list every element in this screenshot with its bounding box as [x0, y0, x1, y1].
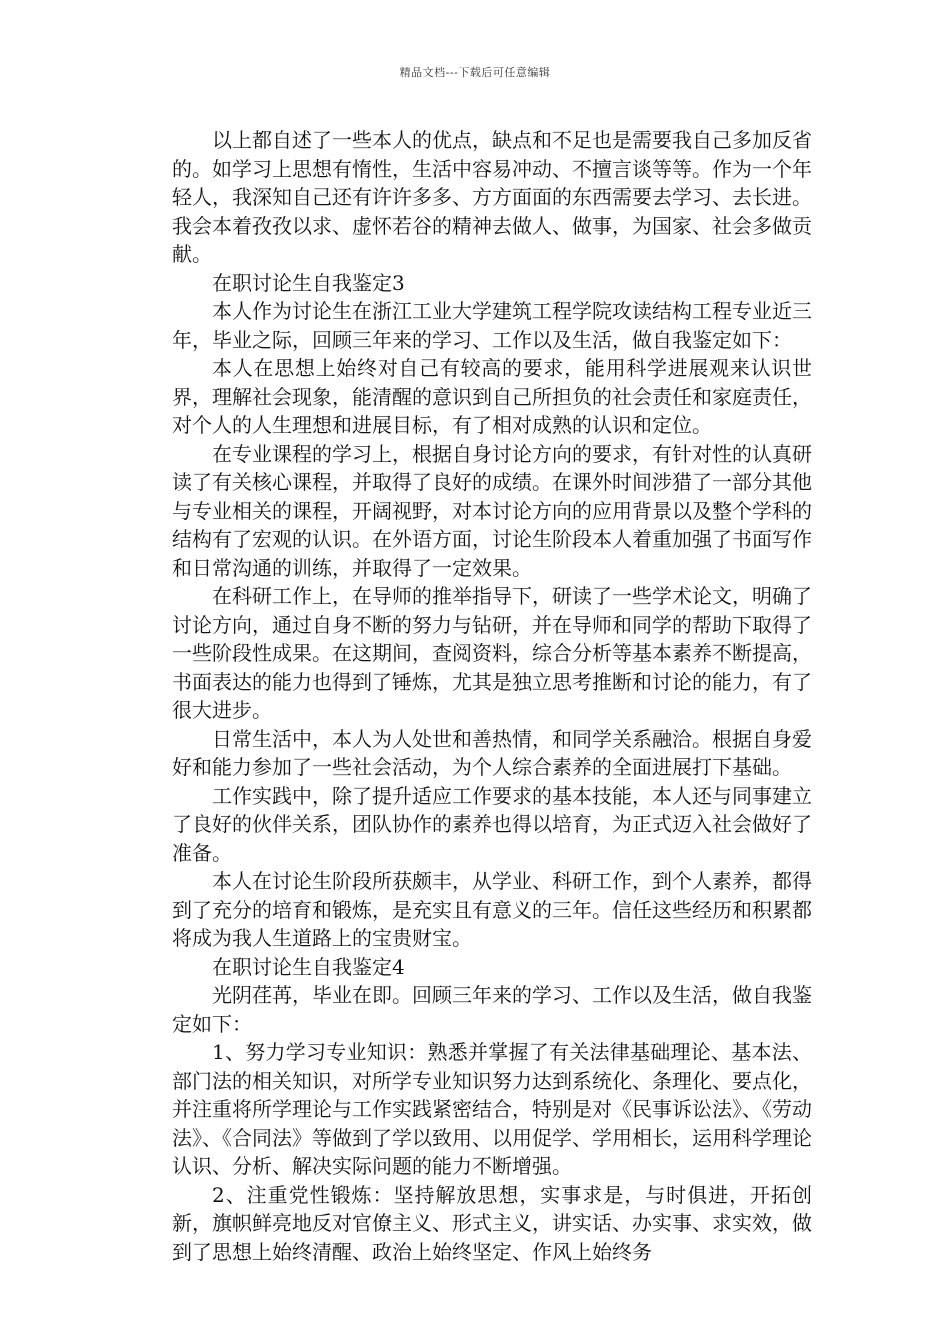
- paragraph-courses: 在专业课程的学习上，根据自身讨论方向的要求，有针对性的认真研读了有关核心课程，并取得了良好的成绩。在课外时间涉猎了一部分其他与专业相关的课程，开阔视野，对本讨论方向的应用背景以及整个学科的结构有了宏观的认识。在外语方面，讨论生阶段本人着重加强了书面写作和日常沟通的训练，并取得了一定效果。: [172, 441, 812, 580]
- paragraph-summary-3: 本人在讨论生阶段所获颇丰，从学业、科研工作，到个人素养，都得到了充分的培育和锻炼，是充实且有意义的三年。信任这些经历和积累都将成为我人生道路上的宝贵财宝。: [172, 869, 812, 950]
- paragraph-self-reflection: 以上都自述了一些本人的优点，缺点和不足也是需要我自己多加反省的。如学习上思想有惰性，生活中容易冲动、不擅言谈等等。作为一个年轻人，我深知自己还有许许多多、方方面面的东西需要去学习、去长进。我会本着孜孜以求、虚怀若谷的精神去做人、做事，为国家、社会多做贡献。: [172, 128, 812, 266]
- paragraph-item-2: 2、注重党性锻炼：坚持解放思想，实事求是，与时俱进，开拓创新，旗帜鲜亮地反对官僚主义、形式主义，讲实话、办实事、求实效，做到了思想上始终清醒、政治上始终坚定、作风上始终务: [172, 1182, 812, 1264]
- paragraph-intro-4: 光阴荏苒，毕业在即。回顾三年来的学习、工作以及生活，做自我鉴定如下：: [172, 983, 812, 1036]
- page-header: 精品文档---下载后可任意编辑: [399, 66, 551, 79]
- section-heading-3: 在职讨论生自我鉴定3: [212, 270, 405, 295]
- section-heading-4: 在职讨论生自我鉴定4: [212, 954, 405, 979]
- paragraph-item-1: 1、努力学习专业知识：熟悉并掌握了有关法律基础理论、基本法、部门法的相关知识，对所学专业知识努力达到系统化、条理化、要点化，并注重将所学理论与工作实践紧密结合，特别是对《民事诉讼法》、《劳动法》、《合同法》等做到了学以致用、以用促学、学用相长，运用科学理论认识、分析、解决实际问题的能力不断增强。: [172, 1040, 812, 1178]
- document-body: [172, 126, 812, 1266]
- paragraph-daily-life: 日常生活中，本人为人处世和善热情，和同学关系融洽。根据自身爱好和能力参加了一些社会活动，为个人综合素养的全面进展打下基础。: [172, 726, 812, 779]
- paragraph-thought: 本人在思想上始终对自己有较高的要求，能用科学进展观来认识世界，理解社会现象，能清醒的意识到自己所担负的社会责任和家庭责任，对个人的人生理想和进展目标，有了相对成熟的认识和定位。: [172, 356, 812, 437]
- paragraph-work-practice: 工作实践中，除了提升适应工作要求的基本技能，本人还与同事建立了良好的伙伴关系，团队协作的素养也得以培育，为正式迈入社会做好了准备。: [172, 783, 812, 865]
- paragraph-research: 在科研工作上，在导师的推举指导下，研读了一些学术论文，明确了讨论方向，通过自身不断的努力与钻研，并在导师和同学的帮助下取得了一些阶段性成果。在这期间，查阅资料，综合分析等基本素养不断提高，书面表达的能力也得到了锤炼，尤其是独立思考推断和讨论的能力，有了很大进步。: [172, 584, 812, 722]
- paragraph-intro-3: 本人作为讨论生在浙江工业大学建筑工程学院攻读结构工程专业近三年，毕业之际，回顾三年来的学习、工作以及生活，做自我鉴定如下：: [172, 299, 812, 352]
